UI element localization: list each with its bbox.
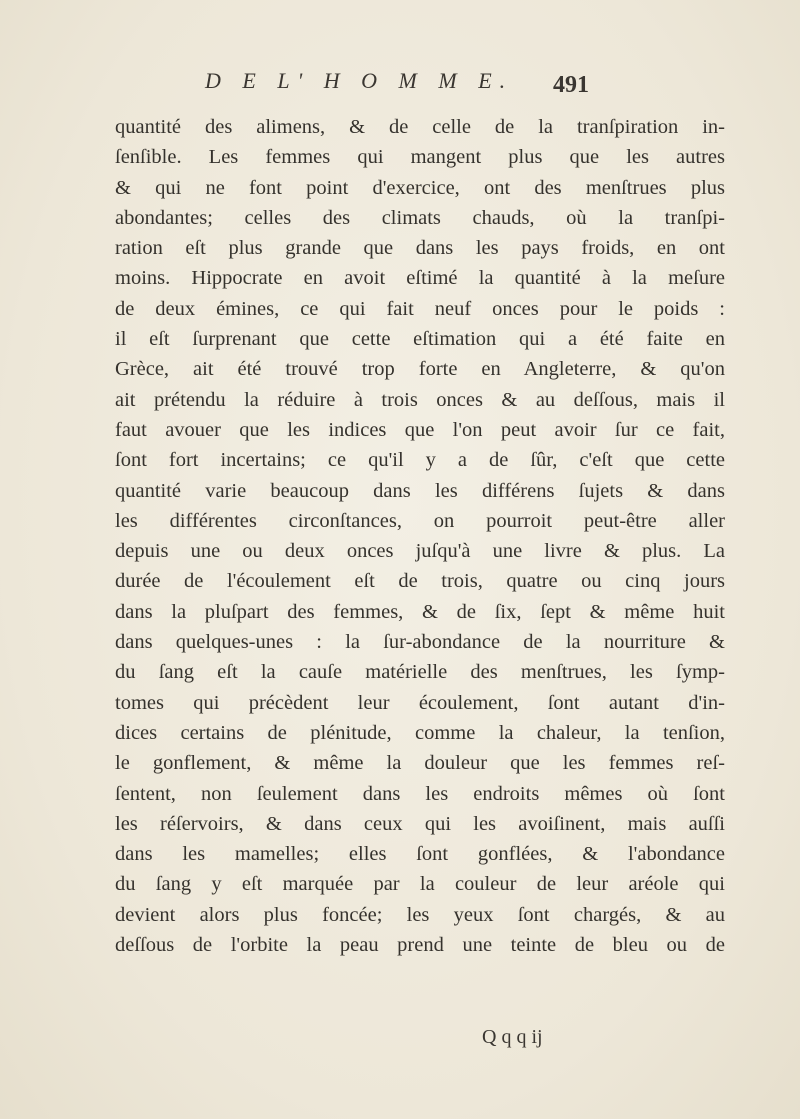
text-line: dans la pluſpart des femmes, & de ſix, ſept & même huit [115,600,725,623]
text-line: tomes qui précèdent leur écoulement, ſont autant d'in- [115,691,725,714]
body-text [115,112,725,960]
text-line: de deux émines, ce qui fait neuf onces pour le poids : [115,297,725,320]
text-line: faut avouer que les indices que l'on peut avoir ſur ce fait, [115,418,725,441]
text-line: du ſang y eſt marquée par la couleur de leur aréole qui [115,873,725,896]
text-line: depuis une ou deux onces juſqu'à une livre & plus. La [115,540,725,563]
text-line: ait prétendu la réduire à trois onces & au deſſous, mais il [115,388,725,411]
text-line: du ſang eſt la cauſe matérielle des menſtrues, les ſymp- [115,661,725,684]
running-head: D E L' H O M M E. [205,68,514,93]
text-line: moins. Hippocrate en avoit eſtimé la quantité à la meſure [115,267,725,290]
text-line: il eſt ſurprenant que cette eſtimation qui a été faite en [115,328,725,351]
text-line: dices certains de plénitude, comme la chaleur, la tenſion, [115,721,725,744]
text-line: le gonflement, & même la douleur que les femmes reſ- [115,752,725,775]
text-line: abondantes; celles des climats chauds, où la tranſpi- [115,206,725,229]
text-line: durée de l'écoulement eſt de trois, quatre ou cinq jours [115,570,725,593]
text-line: ſont fort incertains; ce qu'il y a de ſûr, c'eſt que cette [115,449,725,472]
text-line: & qui ne font point d'exercice, ont des menſtrues plus [115,176,725,199]
text-line: quantité varie beaucoup dans les différens ſujets & dans [115,479,725,502]
text-line: les différentes circonſtances, on pourroit peut-être aller [115,509,725,532]
text-line: dans les mamelles; elles ſont gonflées, & l'abondance [115,843,725,866]
text-line: les réſervoirs, & dans ceux qui les avoiſinent, mais auſſi [115,812,725,835]
text-line: ſentent, non ſeulement dans les endroits mêmes où ſont [115,782,725,805]
text-line: quantité des alimens, & de celle de la tranſpiration in- [115,116,725,138]
text-line: ration eſt plus grande que dans les pays froids, en ont [115,237,725,260]
text-line: devient alors plus foncée; les yeux ſont chargés, & au [115,903,725,926]
text-line: dans quelques-unes : la ſur-abondance de la nourriture & [115,631,725,654]
text-line: deſſous de l'orbite la peau prend une teinte de bleu ou de [115,934,725,957]
signature-mark: Q q q ij [482,1026,543,1048]
page-number: 491 [553,72,589,98]
text-line: ſenſible. Les femmes qui mangent plus que les autres [115,146,725,169]
text-line: Grèce, ait été trouvé trop forte en Angleterre, & qu'on [115,358,725,381]
